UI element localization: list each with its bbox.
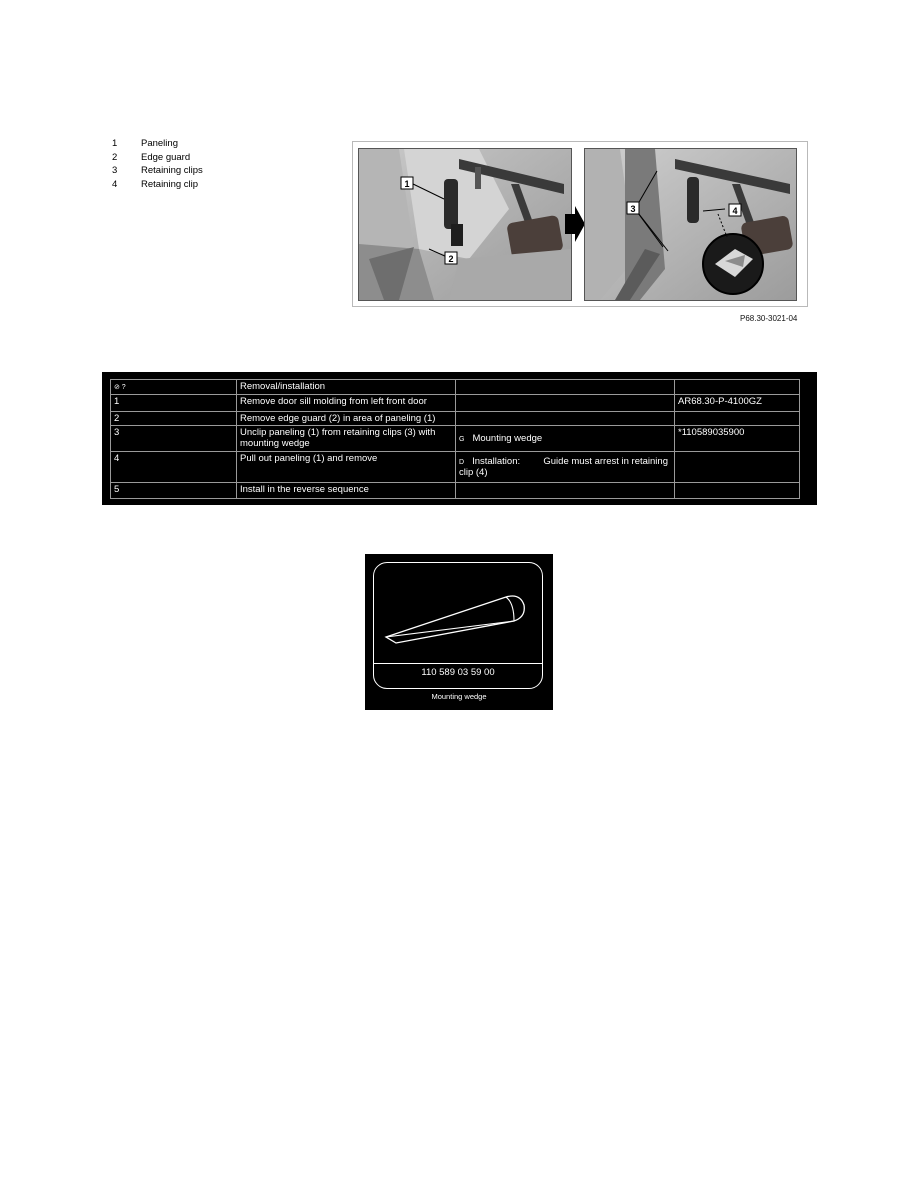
photo-after [584,148,797,301]
installation-photo-figure [352,141,808,307]
mounting-wedge-icon [374,563,542,663]
step-number: 3 [111,426,237,452]
step-reference [675,483,800,499]
table-row [111,412,800,426]
note-text: Mounting wedge [472,433,543,444]
arrow-right-icon [565,206,585,242]
note-text-cont: clip (4) [459,467,488,478]
legend-item [112,137,203,151]
header-note [456,380,675,395]
step-action: Remove door sill molding from left front door [237,395,456,412]
step-number: 1 [111,395,237,412]
callouts-left [359,149,571,300]
figure-legend [112,137,203,191]
header-ref [675,380,800,395]
tool-frame [373,562,543,689]
legend-item [112,178,203,192]
table-row [111,426,800,452]
legend-number: 1 [112,138,118,149]
legend-item [112,151,203,165]
legend-label: Retaining clip [141,178,199,190]
table-row [111,452,800,483]
legend-label: Paneling [141,138,178,149]
step-note [456,483,675,499]
header-symbols: ⊘ ? [111,380,237,395]
step-action: Remove edge guard (2) in area of paneling (1) [237,412,456,426]
procedure-table-container [102,372,817,505]
figure-caption: P68.30-3021-04 [740,314,798,323]
tool-symbol: G [459,436,465,443]
step-note [456,426,675,452]
callout-2: 2 [448,254,454,264]
step-action: Unclip paneling (1) from retaining clips (3) with mounting wedge [237,426,456,452]
note-label: Installation: [472,456,521,467]
legend-label: Edge guard [141,151,191,163]
legend-number: 3 [112,165,118,177]
step-number: 4 [111,452,237,483]
legend-number: 2 [112,151,118,163]
step-reference [675,452,800,483]
table-row [111,483,800,499]
procedure-table [110,379,800,499]
legend-label: Retaining clips [141,165,203,177]
callout-4: 4 [732,206,738,216]
callouts-right [585,149,796,300]
photo-before [358,148,572,301]
tool-number: 110 589 03 59 00 [421,667,495,678]
note-text: Guide must arrest in retaining [543,456,668,467]
table-row [111,395,800,412]
step-action: Pull out paneling (1) and remove [237,452,456,483]
step-action: Install in the reverse sequence [237,483,456,499]
step-note [456,452,675,483]
legend-item [112,164,203,178]
legend-number: 4 [112,178,118,190]
note-line [459,456,671,467]
step-number: 2 [111,412,237,426]
step-reference: *110589035900 [675,426,800,452]
step-note [456,395,675,412]
header-title: Removal/installation [237,380,456,395]
tool-label: Mounting wedge [431,692,487,701]
callout-3: 3 [630,204,636,214]
step-number: 5 [111,483,237,499]
tool-card [365,554,553,710]
step-reference [675,412,800,426]
step-note [456,412,675,426]
info-symbol: D [459,459,465,466]
table-header-row [111,380,800,395]
step-reference: AR68.30-P-4100GZ [675,395,800,412]
callout-1: 1 [404,179,410,189]
